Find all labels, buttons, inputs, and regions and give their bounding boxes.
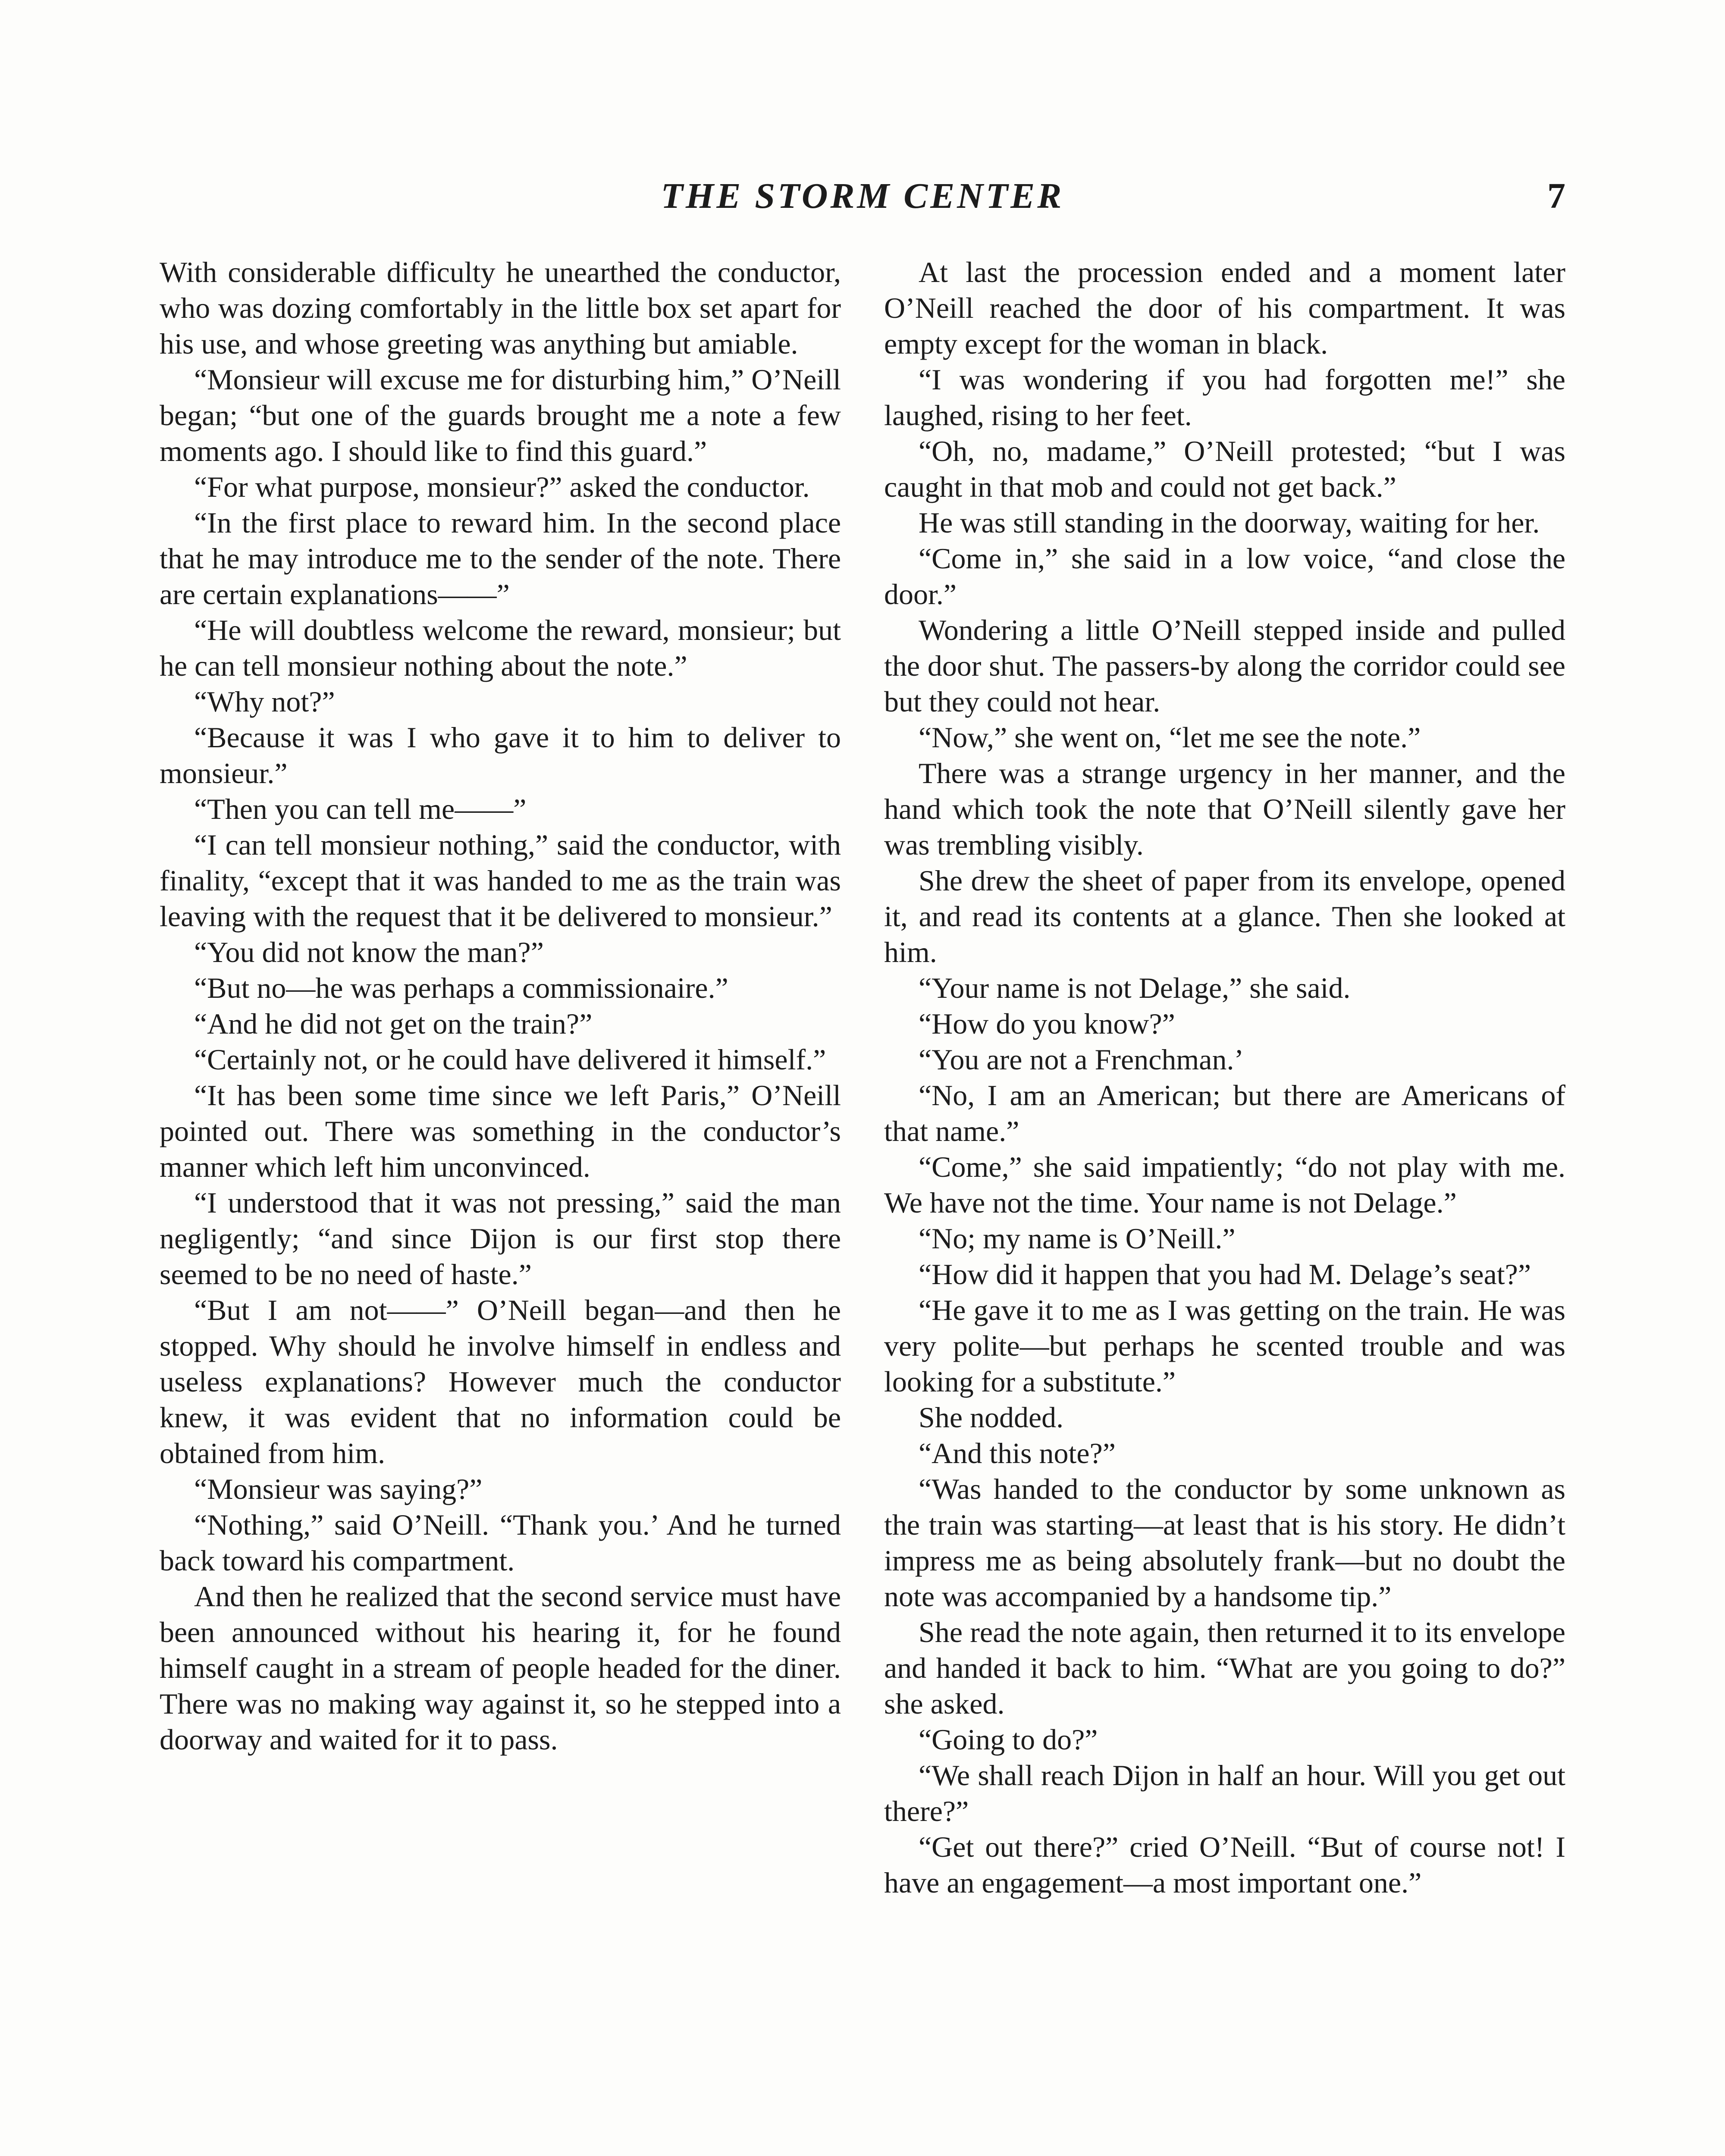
running-title: THE STORM CENTER <box>661 176 1064 216</box>
paragraph: There was a strange urgency in her manner, and the hand which took the note that O’Neill silently gave her was trembling visibly. <box>884 757 1565 861</box>
paragraph: “No, I am an American; but there are Americans of that name.” <box>884 1079 1565 1147</box>
paragraph: “Because it was I who gave it to him to deliver to monsieur.” <box>160 721 841 790</box>
paragraph: “Come,” she said impatiently; “do not play with me. We have not the time. Your name is not Delage.” <box>884 1150 1565 1219</box>
paragraph: “In the first place to reward him. In the second place that he may introduce me to the sender of the note. There are certain explanations——” <box>160 506 841 611</box>
paragraph: “How did it happen that you had M. Delage’s seat?” <box>919 1258 1531 1291</box>
paragraph: With considerable difficulty he unearthed the conductor, who was dozing comfortably in the little box set apart for his use, and whose greeting was anything but amiable. <box>160 256 841 360</box>
paragraph: He was still standing in the doorway, waiting for her. <box>919 506 1540 539</box>
paragraph: “I can tell monsieur nothing,” said the conductor, with finality, “except that it was handed to me as the train was leaving with the request that it be delivered to monsieur.” <box>160 828 841 933</box>
paragraph: “For what purpose, monsieur?” asked the conductor. <box>194 470 810 503</box>
left-column <box>160 254 841 1758</box>
running-head <box>160 172 1565 220</box>
paragraph: “We shall reach Dijon in half an hour. Will you get out there?” <box>884 1759 1565 1827</box>
paragraph: “Then you can tell me——” <box>194 793 527 825</box>
paragraph: “And he did not get on the train?” <box>194 1007 593 1040</box>
paragraph: And then he realized that the second service must have been announced without his hearing it, for he found himself caught in a stream of people headed for the diner. There was no making way against it, so he stepped into a doorway and waited for it to pass. <box>160 1580 841 1756</box>
paragraph: “And this note?” <box>919 1437 1116 1470</box>
paragraph: She read the note again, then returned it to its envelope and handed it back to him. “What are you going to do?” she asked. <box>884 1616 1565 1720</box>
right-column <box>884 254 1565 1901</box>
paragraph: “It has been some time since we left Paris,” O’Neill pointed out. There was something in the conductor’s manner which left him unconvinced. <box>160 1079 841 1183</box>
paragraph: Wondering a little O’Neill stepped inside and pulled the door shut. The passers-by along the corridor could see but they could not hear. <box>884 614 1565 718</box>
paragraph: “He gave it to me as I was getting on the train. He was very polite—but perhaps he scented trouble and was looking for a substitute.” <box>884 1294 1565 1398</box>
paragraph: “No; my name is O’Neill.” <box>919 1222 1236 1255</box>
paragraph: “Going to do?” <box>919 1723 1098 1756</box>
paragraph: “Oh, no, madame,” O’Neill protested; “but I was caught in that mob and could not get back.” <box>884 435 1565 503</box>
paragraph: She nodded. <box>919 1401 1064 1434</box>
paragraph: “How do you know?” <box>919 1007 1175 1040</box>
paragraph: “Monsieur will excuse me for disturbing him,” O’Neill began; “but one of the guards brought me a note a few moments ago. I should like to find this guard.” <box>160 363 841 467</box>
paragraph: “But no—he was perhaps a commissionaire.” <box>194 971 728 1004</box>
paragraph: “Now,” she went on, “let me see the note.” <box>919 721 1421 754</box>
paragraph: “I was wondering if you had forgotten me!” she laughed, rising to her feet. <box>884 363 1565 432</box>
paragraph: “Certainly not, or he could have delivered it himself.” <box>194 1043 826 1076</box>
paragraph: “Why not?” <box>194 685 335 718</box>
paragraph: She drew the sheet of paper from its envelope, opened it, and read its contents at a glance. Then she looked at him. <box>884 864 1565 968</box>
page-number: 7 <box>1547 176 1565 216</box>
paragraph: “You are not a Frenchman.’ <box>919 1043 1244 1076</box>
paragraph: “You did not know the man?” <box>194 936 544 968</box>
paragraph: “But I am not——” O’Neill began—and then he stopped. Why should he involve himself in endless and useless explanations? However much the conductor knew, it was evident that no information could be obtained from him. <box>160 1294 841 1470</box>
paragraph: “I understood that it was not pressing,” said the man negligently; “and since Dijon is our first stop there seemed to be no need of haste.” <box>160 1186 841 1291</box>
paragraph: “Get out there?” cried O’Neill. “But of course not! I have an engagement—a most important one.” <box>884 1830 1565 1899</box>
paragraph: “Monsieur was saying?” <box>194 1473 483 1505</box>
paragraph: “He will doubtless welcome the reward, monsieur; but he can tell monsieur nothing about the note.” <box>160 614 841 682</box>
paragraph: “Nothing,” said O’Neill. “Thank you.’ And he turned back toward his compartment. <box>160 1508 841 1577</box>
paragraph: “Your name is not Delage,” she said. <box>919 971 1351 1004</box>
paragraph: At last the procession ended and a moment later O’Neill reached the door of his compartment. It was empty except for the woman in black. <box>884 256 1565 360</box>
paragraph: “Come in,” she said in a low voice, “and close the door.” <box>884 542 1565 611</box>
paragraph: “Was handed to the conductor by some unknown as the train was starting—at least that is his story. He didn’t impress me as being absolutely frank—but no doubt the note was accompanied by a handsome tip.” <box>884 1473 1565 1613</box>
